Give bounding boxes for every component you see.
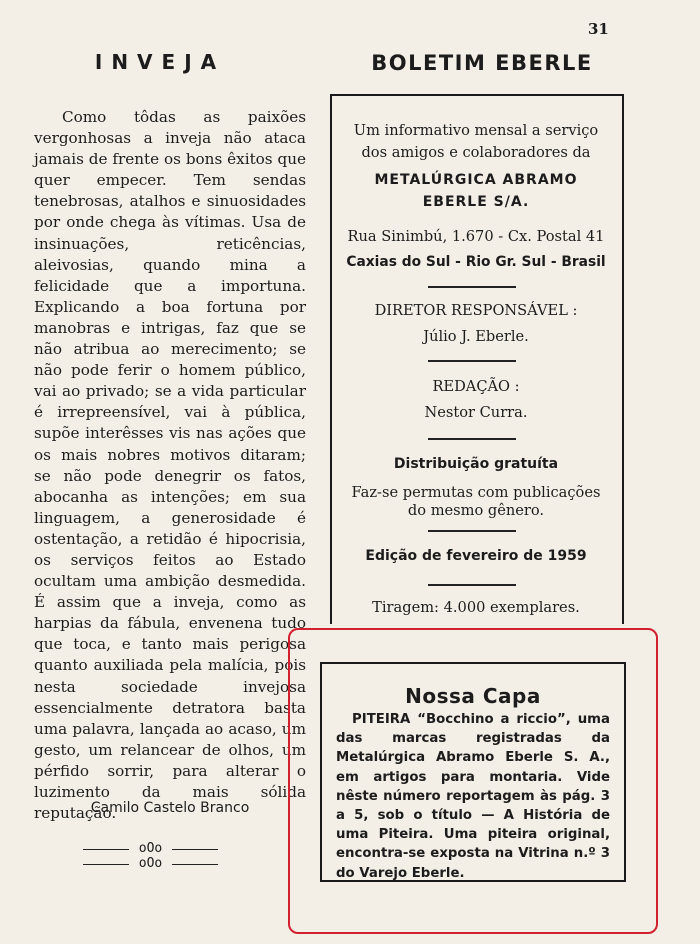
- company-name-line-2: EBERLE S/A.: [422, 194, 530, 210]
- masthead-intro-line-2: dos amigos e colaboradores da: [361, 144, 591, 161]
- article-title: INVEJA: [94, 50, 226, 74]
- company-city: Caxias do Sul - Rio Gr. Sul - Brasil: [346, 254, 606, 270]
- section-divider: [428, 360, 516, 362]
- cover-note-text: PITEIRA “Bocchino a riccio”, uma das marcas registradas da Metalúrgica Abramo Eberle S. A., em artigos para montaria. Vide nêste número reportagem às pág. 3 a 5, sob o título — A História de uma Piteira. Uma piteira original, encontra-se exposta na Vitrina n.º 3 do Varejo Eberle.: [336, 712, 610, 881]
- page-number: 31: [588, 20, 609, 38]
- article-author: Camilo Castelo Branco: [90, 800, 250, 816]
- bulletin-title: BOLETIM EBERLE: [371, 51, 593, 75]
- masthead-box-top-border: [330, 94, 624, 96]
- highlight-box: [288, 628, 658, 934]
- edition-date: Edição de fevereiro de 1959: [365, 548, 587, 564]
- masthead-box-left-border: [330, 94, 332, 624]
- exchange-note-line-1: Faz-se permutas com publicações: [351, 484, 601, 501]
- company-address: Rua Sinimbú, 1.670 - Cx. Postal 41: [347, 228, 605, 245]
- section-divider: [428, 584, 516, 586]
- redacao-name: Nestor Curra.: [424, 404, 528, 421]
- print-run: Tiragem: 4.000 exemplares.: [372, 599, 580, 616]
- redacao-label: REDAÇÃO :: [432, 378, 520, 395]
- distribution-note: Distribuição gratuíta: [393, 456, 559, 472]
- ornament-divider: oOo: [83, 856, 218, 871]
- director-label: DIRETOR RESPONSÁVEL :: [374, 302, 578, 319]
- director-name: Júlio J. Eberle.: [423, 328, 529, 345]
- ornament-divider: oOo: [83, 841, 218, 856]
- exchange-note-line-2: do mesmo gênero.: [407, 502, 545, 519]
- masthead-intro-line-1: Um informativo mensal a serviço: [353, 122, 599, 139]
- masthead-box-right-border: [622, 94, 624, 624]
- company-name-line-1: METALÚRGICA ABRAMO: [374, 172, 578, 188]
- article-body: Como tôdas as paixões vergonhosas a inveja não ataca jamais de frente os bons êxitos que quer empecer. Tem sendas tenebrosas, atalhos e sinuosidades por onde chega às vítimas. Usa de insinuações, reticências, aleivosias, quando mina a felicidade que a importuna. Explicando a boa fortuna por manobras e intrigas, faz que se não atribua ao merecimento; se não pode ferir o homem público, vai ao privado; se a vida particular é irrepreensível, vai à pública, supõe interêsses vis nas ações que os mais nobres motivos ditaram; se não pode denegrir os fatos, abocanha as intenções; em sua linguagem, a generosidade é ostentação, a retidão é hipocrisia, os serviços feitos ao Estado ocultam uma ambição desmedida. É assim que a inveja, como as harpias da fábula, envenena tudo que toca, e tanto mais perigosa quanto auxiliada pela malícia, pois nesta sociedade invejosa essencialmente detratora basta uma palavra, lançada ao acaso, um gesto, um relancear de olhos, um pérfido sorrir, para alterar o luzimento da mais sólida reputação.: [34, 108, 306, 823]
- section-divider: [428, 438, 516, 440]
- cover-note-title: Nossa Capa: [405, 684, 541, 708]
- section-divider: [428, 286, 516, 288]
- section-divider: [428, 530, 516, 532]
